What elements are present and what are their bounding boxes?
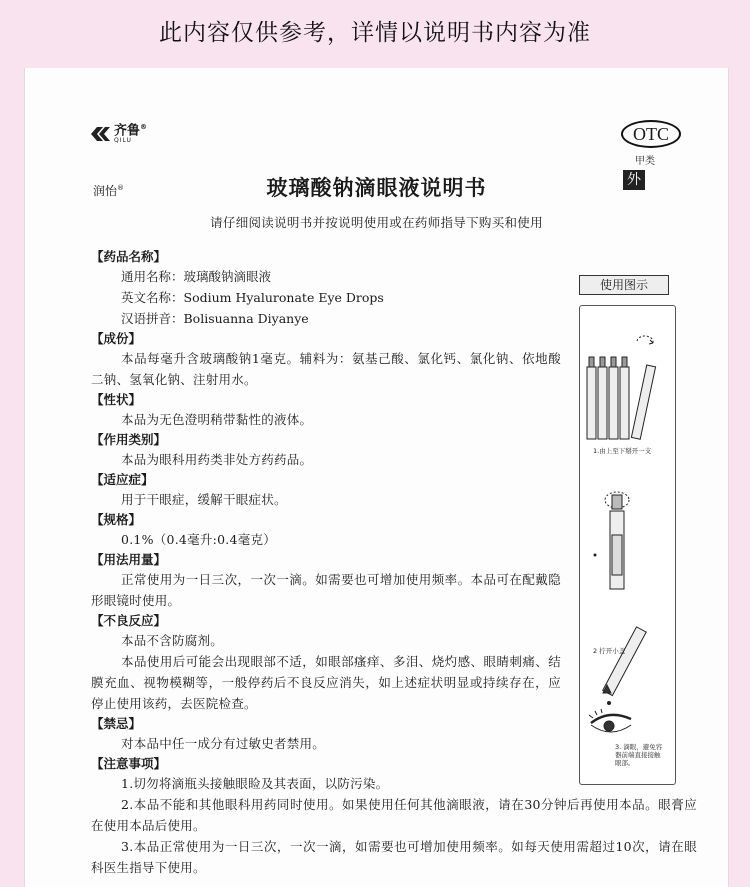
adverse-text-2: 本品使用后可能会出现眼部不适，如眼部瘙痒、多泪、烧灼感、眼睛刺痛、结膜充血、视物模糊等，一般停药后不良反应消失，如上述症状明显或持续存在，应停止使用该药，去医院检查。 [91,654,561,711]
registered-mark: ® [140,123,148,131]
section-heading: 【不良反应】 [91,613,167,628]
note-item: 3.本品正常使用为一日三次，一次一滴，如需要也可增加使用频率。如每天使用需超过10次，请在眼科医生指导下使用。 [91,839,697,875]
vials-icon [587,336,656,439]
step-3-caption: 3. 滴眼，避免容器前端直接接触眼部。 [615,743,663,768]
external-use-mark: 外 [623,170,645,190]
reference-notice: 此内容仅供参考，详情以说明书内容为准 [159,20,591,46]
section-heading: 【规格】 [91,512,142,527]
section-heading: 【作用类别】 [91,432,167,447]
note-item: 1.切勿将滴瓶头接触眼睑及其表面，以防污染。 [121,776,389,791]
document-title: 玻璃酸钠滴眼液说明书 [266,176,487,200]
generic-name: 通用名称：玻璃酸钠滴眼液 [121,269,272,284]
logo-english: QILU [114,137,132,145]
adverse-text-1: 本品不含防腐剂。 [121,633,224,648]
step-2-caption: 2 拧开小盖 [593,647,626,655]
indication-text: 用于干眼症，缓解干眼症状。 [121,492,287,507]
usage-illustration [579,275,699,795]
illustration-label: 使用图示 [579,275,669,295]
section-heading: 【禁忌】 [91,716,142,731]
eye-drop-icon [589,627,646,732]
section-heading: 【性状】 [91,392,142,407]
step-1-caption: 1.由上至下掰开一支 [593,447,652,455]
vial-cap-icon [594,492,629,589]
section-heading: 【药品名称】 [91,249,167,264]
brand-name: 润怡® [93,184,125,198]
section-heading: 【成份】 [91,331,142,346]
note-item: 2.本品不能和其他眼科用药同时使用。如果使用任何其他滴眼液，请在30分钟后再使用本品。眼膏应在使用本品后使用。 [91,797,697,833]
appearance-text: 本品为无色澄明稍带黏性的液体。 [121,412,313,427]
section-heading: 【注意事项】 [91,756,167,771]
otc-badge: OTC [621,120,681,148]
usage-text: 正常使用为一日三次，一次一滴。如需要也可增加使用频率。本品可在配戴隐形眼镜时使用。 [91,572,561,608]
otc-class: 甲类 [635,156,655,167]
spec-text: 0.1%（0.4毫升:0.4毫克） [121,532,276,547]
logo-name: 齐鲁 [114,123,141,139]
section-heading: 【适应症】 [91,472,154,487]
pinyin-name: 汉语拼音：Bolisuanna Diyanye [121,311,309,326]
english-name: 英文名称：Sodium Hyaluronate Eye Drops [121,290,384,305]
qilu-logo-icon [89,125,111,143]
document-subtitle: 请仔细阅读说明书并按说明使用或在药师指导下购买和使用 [210,215,543,230]
category-text: 本品为眼科用药类非处方药药品。 [121,452,313,467]
section-heading: 【用法用量】 [91,552,167,567]
company-logo [89,124,147,144]
leaflet-page [24,68,729,887]
composition-text: 本品每毫升含玻璃酸钠1毫克。辅料为：氨基己酸、氯化钙、氯化钠、依地酸二钠、氢氧化钠、注射用水。 [91,351,561,387]
contraindication-text: 对本品中任一成分有过敏史者禁用。 [121,736,326,751]
